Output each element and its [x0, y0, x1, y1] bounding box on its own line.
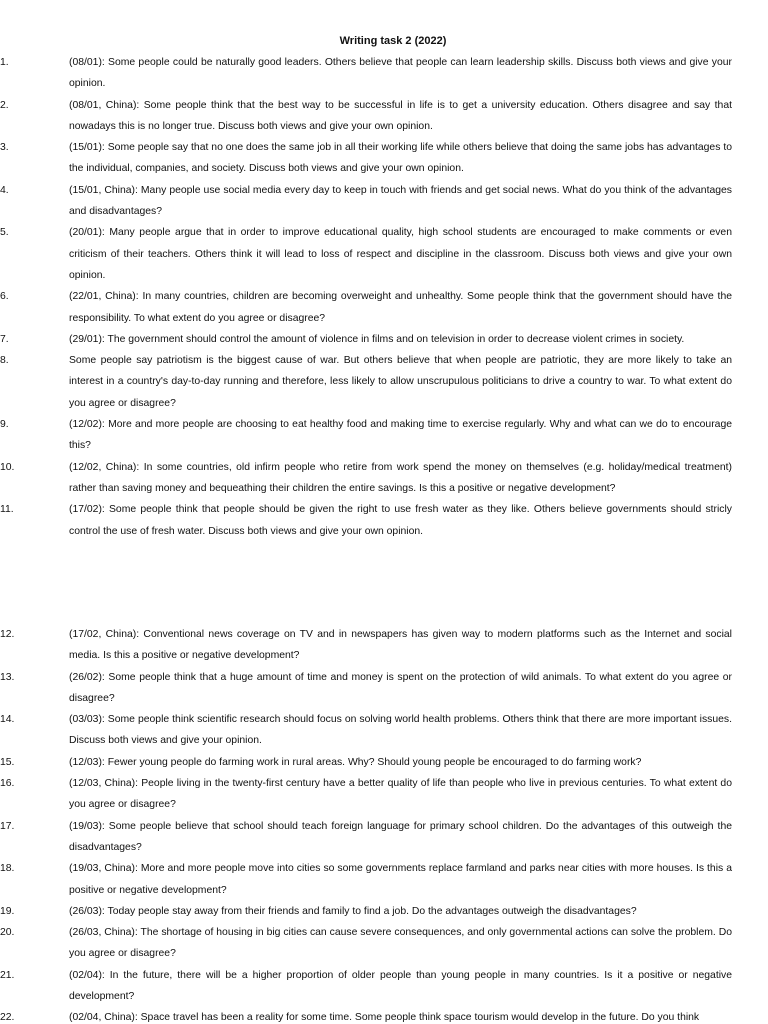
question-item [0, 499, 768, 542]
question-text: (26/03, China): The shortage of housing in big cities can cause severe consequences, and only governmental actions can solve the problem. Do you agree or disagree? [69, 927, 732, 960]
question-item [0, 922, 768, 965]
question-number: 1. [0, 57, 9, 68]
question-number: 3. [0, 142, 9, 154]
question-text: (20/01): Many people argue that in order to improve educational quality, high school students are encouraged to make comments or even criticism of their teachers. Others think it will lead to loss of respect and discipline in the classroom. Discuss both views and give your own opinion. [69, 227, 732, 281]
question-text: (02/04): In the future, there will be a higher proportion of older people than young people in many countries. Is it a positive or negative development? [69, 969, 732, 1003]
question-number: 22. [0, 1012, 15, 1024]
question-item [0, 137, 768, 180]
question-number: 5. [0, 227, 9, 239]
question-text: (26/02): Some people think that a huge amount of time and money is spent on the protection of wild animals. To what extent do you agree or disagree? [69, 671, 732, 704]
question-item [0, 773, 768, 816]
question-text: (12/03): Fewer young people do farming work in rural areas. Why? Should young people be encouraged to do farming work? [69, 756, 642, 768]
question-item [0, 350, 768, 414]
question-number: 9. [0, 419, 9, 431]
question-item [0, 222, 768, 286]
question-item [0, 180, 768, 223]
question-text: (08/01): Some people could be naturally good leaders. Others believe that people can learn leadership skills. Discuss both views and give your opinion. [69, 57, 732, 90]
question-number: 12. [0, 629, 15, 640]
question-text: (12/02): More and more people are choosing to eat healthy food and making time to exercise regularly. Why and what can we do to encourage this? [69, 419, 732, 452]
question-text: (12/03, China): People living in the twenty-first century have a better quality of life than people who live in previous centuries. To what extent do you agree or disagree? [69, 778, 732, 811]
question-number: 4. [0, 184, 9, 196]
question-text: (19/03, China): More and more people move into cities so some governments replace farmland and parks near cities with more houses. Is this a positive or negative development? [69, 863, 732, 896]
question-list-part2 [0, 624, 768, 1024]
question-item [0, 752, 768, 773]
question-number: 2. [0, 99, 9, 111]
question-item [0, 286, 768, 329]
question-number: 20. [0, 927, 15, 939]
question-item [0, 624, 768, 667]
question-text: (29/01): The government should control the amount of violence in films and on television in order to decrease violent crimes in society. [69, 333, 685, 345]
question-number: 7. [0, 333, 9, 345]
question-number: 13. [0, 671, 15, 683]
question-item [0, 816, 768, 859]
question-item [0, 1007, 768, 1024]
question-text: (17/02): Some people think that people should be given the right to use fresh water as they like. Others believe governments should stricly control the use of fresh water. Discuss both views and give your own opinion. [69, 504, 732, 537]
question-text: (03/03): Some people think scientific research should focus on solving world health problems. Others think that there are more important issues. Discuss both views and give your opinion. [69, 714, 732, 747]
question-item [0, 965, 768, 1008]
question-item [0, 52, 768, 95]
question-number: 21. [0, 969, 15, 981]
question-item [0, 414, 768, 457]
question-number: 19. [0, 905, 15, 917]
question-text: (15/01): Some people say that no one does the same job in all their working life while others believe that doing the same jobs has advantages to the individual, companies, and society. Discuss both views and give your own opinion. [69, 142, 732, 175]
question-text: Some people say patriotism is the biggest cause of war. But others believe that when people are patriotic, they are more likely to take an interest in a country's day-to-day running and therefore, less likely to allow unscrupulous politicians to drive a country to war. To what extent do you agree or disagree? [69, 355, 732, 409]
question-item [0, 667, 768, 710]
question-number: 10. [0, 461, 15, 473]
question-text: (02/04, China): Space travel has been a reality for some time. Some people think space tourism would develop in the future. Do you think [69, 1012, 700, 1024]
question-number: 17. [0, 820, 15, 832]
question-number: 15. [0, 756, 15, 768]
document-title: Writing task 2 (2022) [339, 35, 447, 47]
question-text: (08/01, China): Some people think that the best way to be successful in life is to get a university education. Others disagree and say that nowadays this is no longer true. Discuss both views and give your own opinion. [69, 99, 732, 132]
question-item [0, 901, 768, 922]
question-item [0, 858, 768, 901]
question-text: (17/02, China): Conventional news coverage on TV and in newspapers has given way to modern platforms such as the Internet and social media. Is this a positive or negative development? [69, 629, 732, 662]
question-number: 11. [0, 504, 14, 516]
question-text: (12/02, China): In some countries, old infirm people who retire from work spend the money on themselves (e.g. holiday/medical treatment) rather than saving money and bequeathing their children the entire savings. Is this a positive or negative development? [69, 461, 732, 494]
question-text: (15/01, China): Many people use social media every day to keep in touch with friends and get social news. What do you think of the advantages and disadvantages? [69, 184, 732, 218]
question-item [0, 95, 768, 138]
question-item [0, 329, 768, 350]
question-text: (19/03): Some people believe that school should teach foreign language for primary school children. Do the advantages of this outweigh the disadvantages? [69, 820, 732, 853]
question-text: (22/01, China): In many countries, children are becoming overweight and unhealthy. Some people think that the government should have the responsibility. To what extent do you agree or disagree? [69, 291, 732, 324]
question-number: 14. [0, 714, 15, 726]
question-number: 6. [0, 291, 9, 303]
question-text: (26/03): Today people stay away from their friends and family to find a job. Do the advantages outweigh the disadvantages? [69, 905, 637, 917]
question-number: 8. [0, 355, 9, 367]
question-item [0, 457, 768, 500]
question-item [0, 709, 768, 752]
question-number: 18. [0, 863, 15, 875]
question-list-part1 [0, 52, 768, 542]
question-number: 16. [0, 778, 15, 790]
